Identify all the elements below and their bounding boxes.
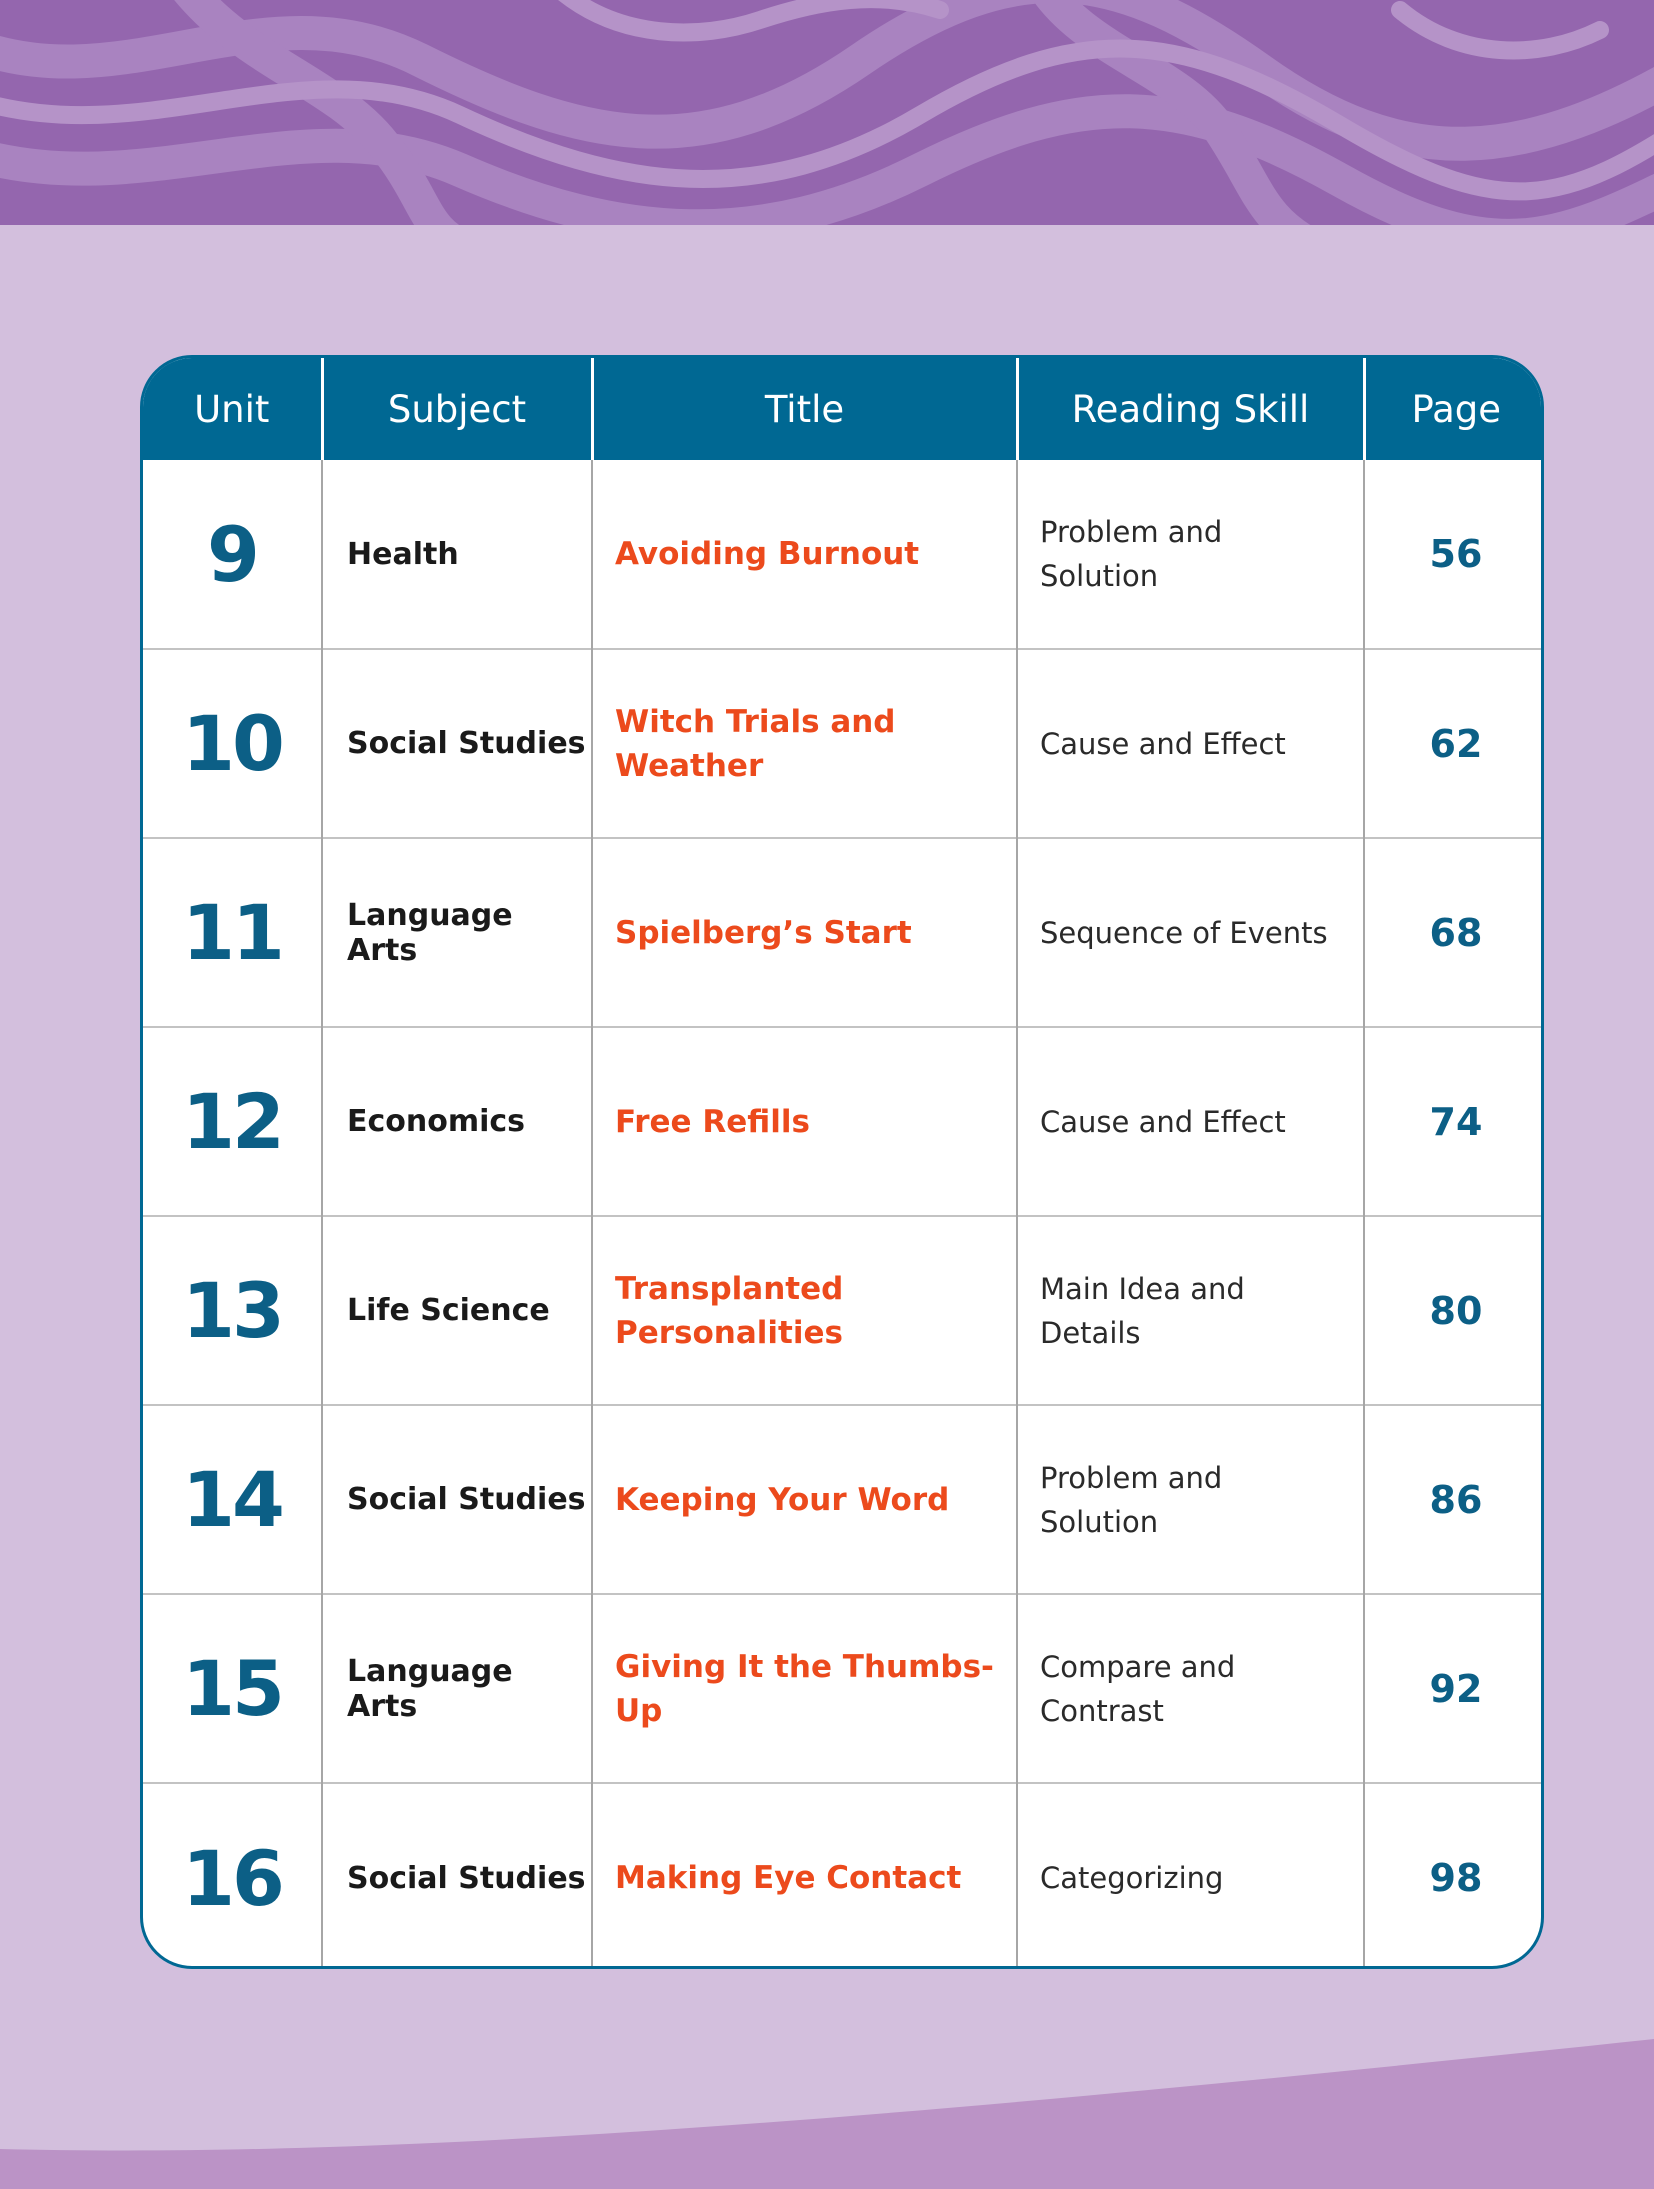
header-title: Title <box>592 358 1017 460</box>
subject-cell: Economics <box>322 1027 592 1216</box>
page-number: 56 <box>1364 460 1544 649</box>
page-number: 62 <box>1364 649 1544 838</box>
title-cell: Making Eye Contact <box>592 1783 1017 1969</box>
title-cell: Transplanted Personalities <box>592 1216 1017 1405</box>
page-number: 74 <box>1364 1027 1544 1216</box>
unit-number: 11 <box>143 838 322 1027</box>
table-row <box>143 460 1544 649</box>
header-unit: Unit <box>143 358 322 460</box>
table-row <box>143 838 1544 1027</box>
table-row <box>143 1783 1544 1969</box>
subject-cell: Life Science <box>322 1216 592 1405</box>
table-row <box>143 649 1544 838</box>
page-number: 80 <box>1364 1216 1544 1405</box>
unit-number: 10 <box>143 649 322 838</box>
subject-cell: Language Arts <box>322 838 592 1027</box>
header-page: Page <box>1364 358 1544 460</box>
contents-table <box>143 358 1544 1969</box>
header-reading-skill: Reading Skill <box>1017 358 1364 460</box>
page-number: 98 <box>1364 1783 1544 1969</box>
reading-skill-cell: Cause and Effect <box>1017 649 1364 838</box>
swirl-pattern <box>0 0 1654 225</box>
table-row <box>143 1216 1544 1405</box>
unit-number: 13 <box>143 1216 322 1405</box>
contents-table-frame <box>140 355 1544 1969</box>
top-decorative-band <box>0 0 1654 225</box>
reading-skill-cell: Main Idea and Details <box>1017 1216 1364 1405</box>
bottom-decorative-wave <box>0 1999 1654 2189</box>
title-cell: Keeping Your Word <box>592 1405 1017 1594</box>
subject-cell: Social Studies <box>322 649 592 838</box>
unit-number: 15 <box>143 1594 322 1783</box>
table-row <box>143 1594 1544 1783</box>
page-number: 68 <box>1364 838 1544 1027</box>
table-row <box>143 1405 1544 1594</box>
title-cell: Avoiding Burnout <box>592 460 1017 649</box>
reading-skill-cell: Compare and Contrast <box>1017 1594 1364 1783</box>
header-subject: Subject <box>322 358 592 460</box>
reading-skill-cell: Sequence of Events <box>1017 838 1364 1027</box>
subject-cell: Health <box>322 460 592 649</box>
title-cell: Witch Trials and Weather <box>592 649 1017 838</box>
reading-skill-cell: Problem and Solution <box>1017 1405 1364 1594</box>
unit-number: 16 <box>143 1783 322 1969</box>
subject-cell: Language Arts <box>322 1594 592 1783</box>
subject-cell: Social Studies <box>322 1405 592 1594</box>
reading-skill-cell: Cause and Effect <box>1017 1027 1364 1216</box>
unit-number: 12 <box>143 1027 322 1216</box>
subject-cell: Social Studies <box>322 1783 592 1969</box>
reading-skill-cell: Categorizing <box>1017 1783 1364 1969</box>
table-header-row <box>143 358 1544 460</box>
title-cell: Free Refills <box>592 1027 1017 1216</box>
title-cell: Giving It the Thumbs-Up <box>592 1594 1017 1783</box>
reading-skill-cell: Problem and Solution <box>1017 460 1364 649</box>
unit-number: 14 <box>143 1405 322 1594</box>
page-number: 86 <box>1364 1405 1544 1594</box>
page-number: 92 <box>1364 1594 1544 1783</box>
unit-number: 9 <box>207 509 257 599</box>
table-row <box>143 1027 1544 1216</box>
title-cell: Spielberg’s Start <box>592 838 1017 1027</box>
